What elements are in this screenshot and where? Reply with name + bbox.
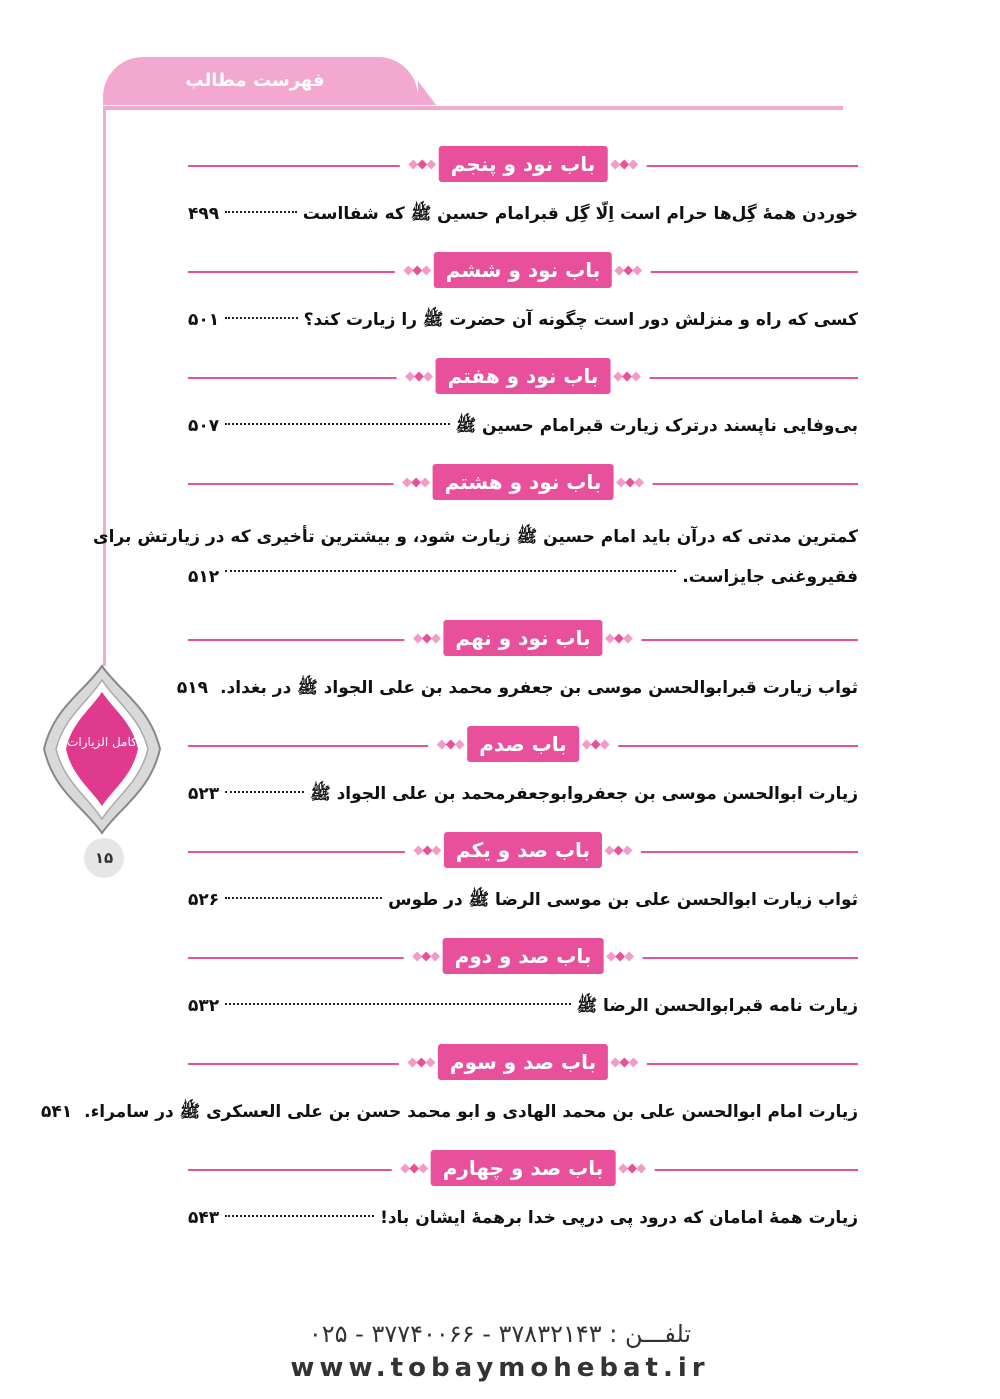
entry-title-line1: کمترین مدتی که درآن باید امام حسین ﷺ زیارت شود، و بیشترین تأخیری که در زیارتش برای [93,527,858,547]
chapter-heading-row [188,355,858,401]
toc-entry[interactable] [188,199,858,229]
ornament-icon [414,953,439,960]
toc-entry[interactable] [188,1203,858,1233]
ornament-icon [614,373,639,380]
chapter-heading-row [188,143,858,189]
ornament-icon [611,161,636,168]
dot-leader [225,1215,374,1217]
chapter-heading-row [188,249,858,295]
toc-section [188,1147,858,1233]
chapter-heading-row [188,829,858,875]
entry-page: ۵۱۹ [176,678,209,698]
footer-website-link[interactable]: www.tobaymohebat.ir [290,1353,710,1383]
ornament-icon [619,1165,644,1172]
toc-section [40,1041,858,1127]
chapter-title: باب صد و سوم [438,1044,608,1080]
chapter-badge [394,464,653,500]
ornament-icon [606,847,631,854]
toc-entry[interactable] [176,673,858,703]
entry-page: ۵۲۶ [188,890,220,910]
toc-section [188,829,858,915]
chapter-heading-row [188,935,858,981]
entry-page: ۵۴۳ [188,1208,220,1228]
entry-title: خوردن همهٔ گِل‌ها حرام است اِلّا گِل قبرامام حسین ﷺ که شفااست [302,204,858,224]
toc-section [93,461,858,597]
ornament-icon [438,741,463,748]
chapter-badge [404,620,641,656]
side-rule [103,106,106,666]
dot-leader [225,423,449,425]
dot-leader [225,897,382,899]
dot-leader [225,570,676,572]
chapter-badge [397,358,650,394]
entry-title: زیارت نامه قبرابوالحسن الرضا ﷺ [576,996,858,1016]
entry-page: ۵۰۱ [188,310,220,330]
toc-entry[interactable] [188,779,858,809]
entry-title: ثواب زیارت ابوالحسن علی بن موسی الرضا ﷺ در طوس [388,890,858,910]
chapter-badge [395,252,651,288]
chapter-title: باب نود و ششم [434,252,612,288]
entry-last-line [188,557,858,597]
chapter-badge [405,832,641,868]
toc-entry[interactable] [188,991,858,1021]
toc-entry[interactable] [40,1097,858,1127]
dot-leader [225,791,304,793]
ornament-icon [404,479,429,486]
ornament-icon [405,267,430,274]
ornament-icon [402,1165,427,1172]
footer-phone: تلفـــن : ۳۷۸۳۲۱۴۳ - ۳۷۷۴۰۰۶۶ - ۰۲۵ [308,1320,692,1348]
entry-page: ۴۹۹ [188,204,220,224]
chapter-badge [392,1150,655,1186]
ornament-icon [407,373,432,380]
toc-entry[interactable] [188,411,858,441]
dot-leader [225,317,297,319]
entry-title: ثواب زیارت قبرابوالحسن موسی بن جعفرو محمد بن علی الجواد ﷺ در بغداد. [220,678,858,698]
ornament-icon [410,161,435,168]
entry-title: زیارت همهٔ امامان که درود پی درپی خدا برهمهٔ ایشان باد! [380,1208,858,1228]
chapter-title: باب صدم [467,726,579,762]
toc-entry[interactable] [188,885,858,915]
chapter-heading-row [188,1147,858,1193]
chapter-badge [428,726,618,762]
chapter-badge [400,146,647,182]
ornament-icon [612,1059,637,1066]
entry-page: ۵۰۷ [188,416,220,436]
chapter-title: باب نود و هفتم [436,358,611,394]
chapter-title: باب صد و یکم [444,832,602,868]
chapter-heading-row [188,1041,858,1087]
dot-leader [225,1003,570,1005]
entry-title: زیارت ابوالحسن موسی بن جعفروابوجعفرمحمد بن علی الجواد ﷺ [310,784,858,804]
dot-leader [225,211,297,213]
toc-section [188,355,858,441]
chapter-heading-row [188,723,858,769]
ornament-icon [415,847,440,854]
chapter-heading-row [188,461,858,507]
chapter-title: باب صد و چهارم [431,1150,616,1186]
chapter-heading-row [188,617,858,663]
toc-section [176,617,858,703]
page-title: فهرست مطالب [185,70,325,91]
entry-page: ۵۲۳ [188,784,220,804]
toc-section [188,143,858,229]
toc-entry[interactable] [93,517,858,597]
entry-title: زیارت امام ابوالحسن علی بن محمد الهادی و ابو محمد حسن بن علی العسکری ﷺ در سامراء. [84,1102,858,1122]
chapter-title: باب صد و دوم [443,938,604,974]
entry-title: بی‌وفایی ناپسند درترک زیارت قبرامام حسین ﷺ [455,416,858,436]
ornament-icon [583,741,608,748]
entry-page: ۵۴۱ [40,1102,73,1122]
ornament-icon [607,953,632,960]
ornament-icon [617,479,642,486]
emblem-text: کامل الزیارات [67,735,137,749]
toc-section [188,249,858,335]
chapter-badge [404,938,643,974]
toc-section [188,935,858,1021]
chapter-title: باب نود و پنجم [439,146,608,182]
chapter-title: باب نود و هشتم [433,464,614,500]
toc-entry[interactable] [188,305,858,335]
entry-page: ۵۳۲ [188,996,220,1016]
toc-section [188,723,858,809]
chapter-title: باب نود و نهم [443,620,602,656]
entry-title-line2: فقیروغنی جایزاست. [682,567,858,587]
ornament-icon [607,635,632,642]
header-rule [103,106,843,110]
chapter-badge [399,1044,647,1080]
ornament-icon [409,1059,434,1066]
entry-page: ۵۱۲ [188,567,220,587]
ornament-icon [414,635,439,642]
page-number: ۱۵ [84,838,124,878]
entry-title: کسی که راه و منزلش دور است چگونه آن حضرت ﷺ را زیارت کند؟ [303,310,858,330]
book-emblem [40,662,164,837]
ornament-icon [616,267,641,274]
